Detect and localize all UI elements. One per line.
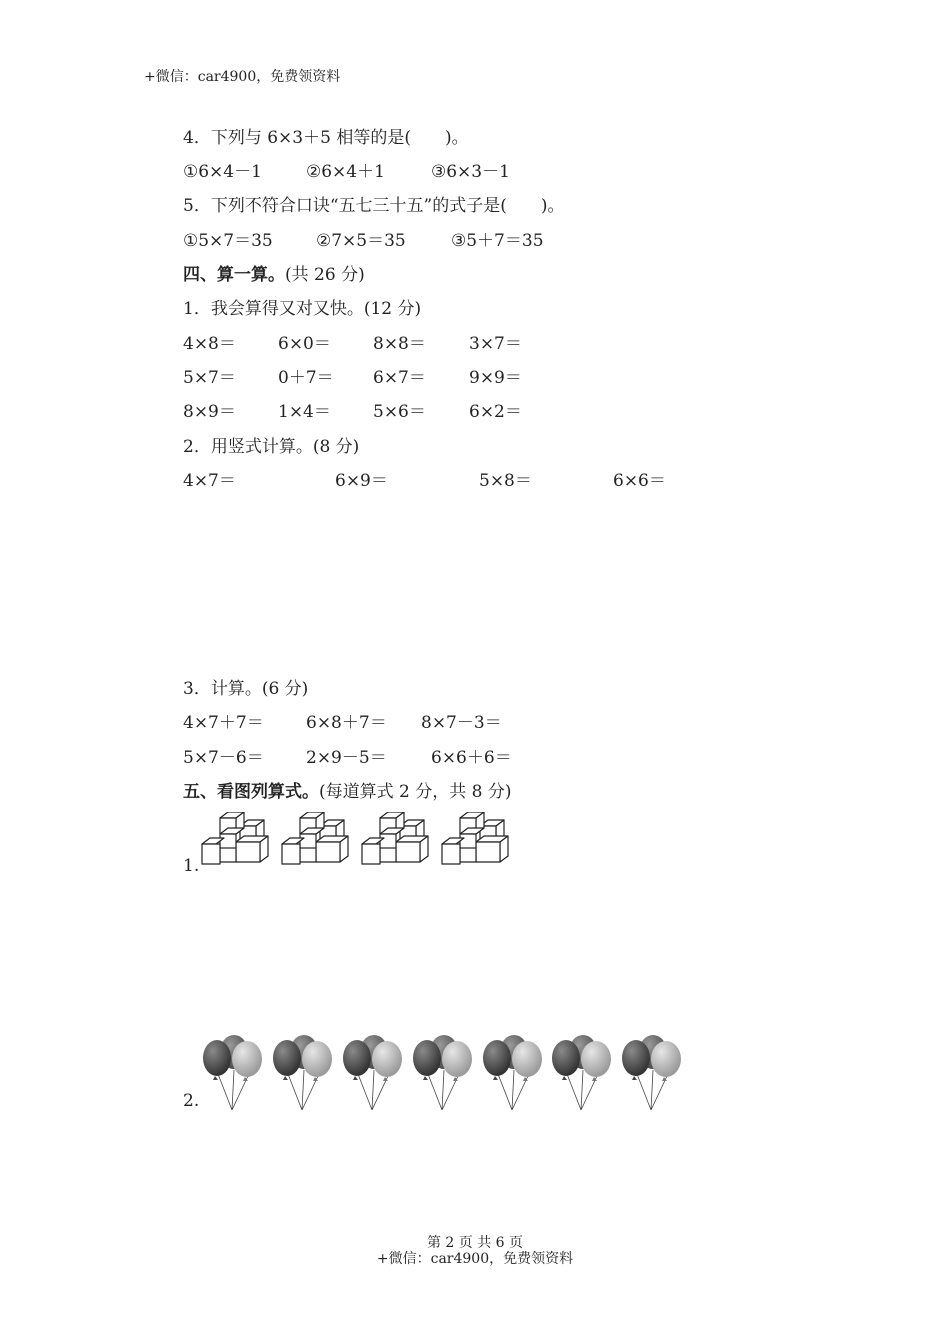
oral-calc-item: 3×7＝ xyxy=(469,334,522,354)
cube-stack-icon xyxy=(360,812,432,870)
balloon-bunch-icon xyxy=(549,1034,615,1112)
oral-calc-item: 5×7＝ xyxy=(183,368,236,388)
balloon-bunch-icon xyxy=(619,1034,685,1112)
balloon-bunch-icon xyxy=(410,1034,476,1112)
q4-option-2: ②6×4＋1 xyxy=(306,162,385,182)
mixed-calc-item: 8×7－3＝ xyxy=(421,713,502,733)
mixed-calc-item: 6×6＋6＝ xyxy=(431,748,512,768)
section4-score: (共 26 分) xyxy=(285,265,365,285)
oral-calc-item: 6×0＝ xyxy=(278,334,331,354)
watermark-top: +微信：car4900，免费领资料 xyxy=(144,69,341,85)
oral-calc-item: 8×9＝ xyxy=(183,402,236,422)
balloon-bunch-icon xyxy=(270,1034,336,1112)
section4-heading xyxy=(183,264,365,286)
oral-calc-item: 9×9＝ xyxy=(469,368,522,388)
section5-heading xyxy=(183,781,512,803)
q5-option-1: ①5×7＝35 xyxy=(183,231,273,251)
cube-stack-icon xyxy=(200,812,272,870)
page-number: 第 2 页 共 6 页 xyxy=(426,1235,524,1251)
cube-stack-icon xyxy=(440,812,512,870)
section4-title: 四、算一算。 xyxy=(183,265,285,285)
section4-part1-title: 1．我会算得又对又快。(12 分) xyxy=(183,299,422,319)
section5-title: 五、看图列算式。 xyxy=(183,782,319,802)
section5-q2-label: 2. xyxy=(183,1091,200,1111)
section5-score: (每道算式 2 分，共 8 分) xyxy=(319,782,512,802)
oral-calc-item: 0＋7＝ xyxy=(278,368,334,388)
q5-option-3: ③5＋7＝35 xyxy=(451,231,544,251)
balloon-bunch-icon xyxy=(340,1034,406,1112)
oral-calc-item: 5×6＝ xyxy=(373,402,426,422)
oral-calc-item: 1×4＝ xyxy=(278,402,331,422)
watermark-bottom: +微信：car4900，免费领资料 xyxy=(376,1251,574,1267)
vertical-calc-item: 6×9＝ xyxy=(335,471,388,491)
cube-stack-icon xyxy=(280,812,352,870)
section5-q1-label: 1. xyxy=(183,856,200,876)
oral-calc-item: 4×8＝ xyxy=(183,334,236,354)
balloon-bunch-icon xyxy=(480,1034,546,1112)
vertical-calc-item: 4×7＝ xyxy=(183,471,236,491)
oral-calc-item: 6×7＝ xyxy=(373,368,426,388)
vertical-calc-item: 6×6＝ xyxy=(613,471,666,491)
balloon-bunch-icon xyxy=(200,1034,266,1112)
mixed-calc-item: 4×7＋7＝ xyxy=(183,713,264,733)
section4-part2-title: 2．用竖式计算。(8 分) xyxy=(183,437,360,457)
oral-calc-item: 6×2＝ xyxy=(469,402,522,422)
vertical-calc-item: 5×8＝ xyxy=(479,471,532,491)
mixed-calc-item: 2×9－5＝ xyxy=(306,748,387,768)
section4-part3-title: 3．计算。(6 分) xyxy=(183,679,309,699)
q4-stem: 4．下列与 6×3＋5 相等的是( )。 xyxy=(183,128,469,148)
q5-option-2: ②7×5＝35 xyxy=(316,231,406,251)
q4-option-1: ①6×4－1 xyxy=(183,162,262,182)
q4-option-3: ③6×3－1 xyxy=(431,162,510,182)
mixed-calc-item: 5×7－6＝ xyxy=(183,748,264,768)
q5-stem: 5．下列不符合口诀“五七三十五”的式子是( )。 xyxy=(183,196,565,216)
oral-calc-item: 8×8＝ xyxy=(373,334,426,354)
mixed-calc-item: 6×8＋7＝ xyxy=(306,713,387,733)
